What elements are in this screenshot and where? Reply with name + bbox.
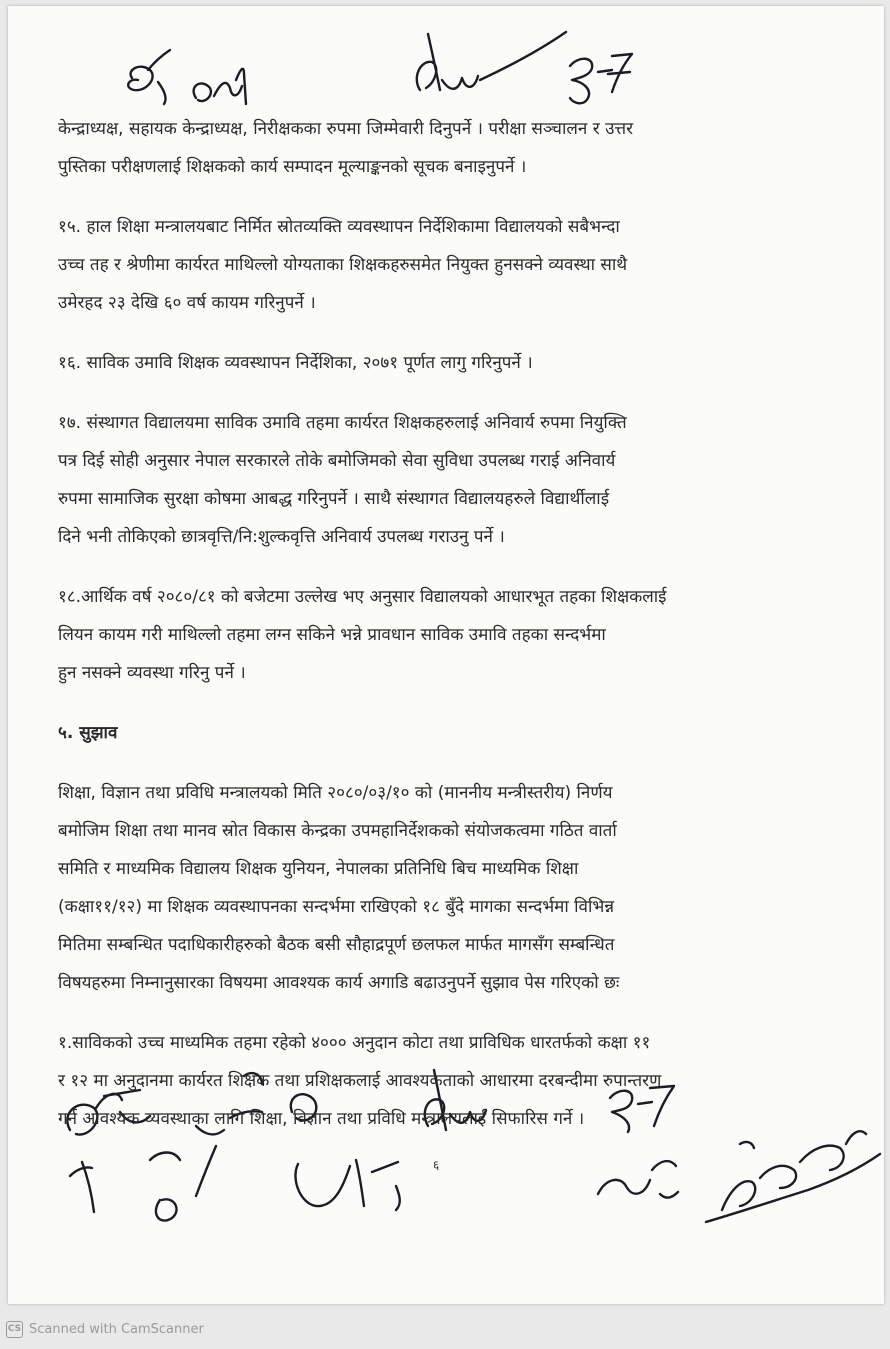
document-body [58,110,826,1160]
text-line: विषयहरुमा निम्नानुसारका विषयमा आवश्यक कार्य अगाडि बढाउनुपर्ने सुझाव पेस गरिएको छः [58,973,620,993]
body-paragraph [58,344,826,382]
section-heading: ५. सुझाव [58,723,118,743]
suggestion-paragraph [58,1024,826,1138]
body-paragraph [58,404,826,556]
text-line: १.साविकको उच्च माध्यमिक तहमा रहेको ४००० अनुदान कोटा तथा प्राविधिक धारतर्फको कक्षा ११ [58,1033,651,1053]
suggestion-paragraph [58,774,826,1002]
text-line: केन्द्राध्यक्ष, सहायक केन्द्राध्यक्ष, निरीक्षकका रुपमा जिम्मेवारी दिनुपर्ने । परीक्षा सञ्चालन र उत्तर [58,119,634,139]
scanner-text: Scanned with CamScanner [29,1321,204,1337]
text-line: मितिमा सम्बन्धित पदाधिकारीहरुको बैठक बसी सौहाद्रपूर्ण छलफल मार्फत मागसँग सम्बन्धित [58,935,615,955]
text-line: लियन कायम गरी माथिल्लो तहमा लग्न सकिने भन्ने प्रावधान साविक उमावि तहका सन्दर्भमा [58,625,606,645]
text-line: हुन नसक्ने व्यवस्था गरिनु पर्ने । [58,663,246,683]
text-line: पत्र दिई सोही अनुसार नेपाल सरकारले तोके बमोजिमको सेवा सुविधा उपलब्ध गराई अनिवार्य [58,451,616,471]
scanner-watermark [6,1318,204,1340]
text-line: गर्न आवश्यक व्यवस्थाका लागि शिक्षा, विज्ञान तथा प्रविधि मन्त्रालयलाई सिफारिस गर्ने । [58,1109,585,1129]
text-line: बमोजिम शिक्षा तथा मानव स्रोत विकास केन्द्रका उपमहानिर्देशकको संयोजकत्वमा गठित वार्ता [58,821,617,841]
body-paragraph [58,110,826,186]
body-paragraph [58,208,826,322]
text-line: उच्च तह र श्रेणीमा कार्यरत माथिल्लो योग्यताका शिक्षकहरुसमेत नियुक्त हुनसक्ने व्यवस्था साथै [58,255,628,275]
page-number: ६ [433,1158,440,1172]
text-line: शिक्षा, विज्ञान तथा प्रविधि मन्त्रालयको मिति २०८०/०३/१० को (माननीय मन्त्रीस्तरीय) निर्णय [58,783,613,803]
text-line: र १२ मा अनुदानमा कार्यरत शिक्षक तथा प्रशिक्षकलाई आवश्यकताको आधारमा दरबन्दीमा रुपान्तरण [58,1071,662,1091]
text-line: पुस्तिका परीक्षणलाई शिक्षकको कार्य सम्पादन मूल्याङ्कनको सूचक बनाइनुपर्ने । [58,157,527,177]
text-line: उमेरहद २३ देखि ६० वर्ष कायम गरिनुपर्ने । [58,293,316,313]
text-line: समिति र माध्यमिक विद्यालय शिक्षक युनियन, नेपालका प्रतिनिधि बिच माध्यमिक शिक्षा [58,859,579,879]
body-paragraph [58,578,826,692]
text-line: १७. संस्थागत विद्यालयमा साविक उमावि तहमा कार्यरत शिक्षकहरुलाई अनिवार्य रुपमा नियुक्ति [58,413,627,433]
text-line: दिने भनी तोकिएको छात्रवृत्ति/नि:शुल्कवृत्ति अनिवार्य उपलब्ध गराउनु पर्ने । [58,527,505,547]
text-line: रुपमा सामाजिक सुरक्षा कोषमा आबद्ध गरिनुपर्ने । साथै संस्थागत विद्यालयहरुले विद्यार्थीलाई [58,489,610,509]
text-line: १५. हाल शिक्षा मन्त्रालयबाट निर्मित स्रोतव्यक्ति व्यवस्थापन निर्देशिकामा विद्यालयको सबैभन्दा [58,217,620,237]
camscanner-logo: CS [6,1321,23,1338]
text-line: १८.आर्थिक वर्ष २०८०/८१ को बजेटमा उल्लेख भए अनुसार विद्यालयको आधारभूत तहका शिक्षकलाई [58,587,667,607]
text-line: १६. साविक उमावि शिक्षक व्यवस्थापन निर्देशिका, २०७१ पूर्णत लागु गरिनुपर्ने । [58,353,533,373]
text-line: (कक्षा११/१२) मा शिक्षक व्यवस्थापनका सन्दर्भमा राखिएको १८ बुँदे मागका सन्दर्भमा विभिन्न [58,897,615,917]
